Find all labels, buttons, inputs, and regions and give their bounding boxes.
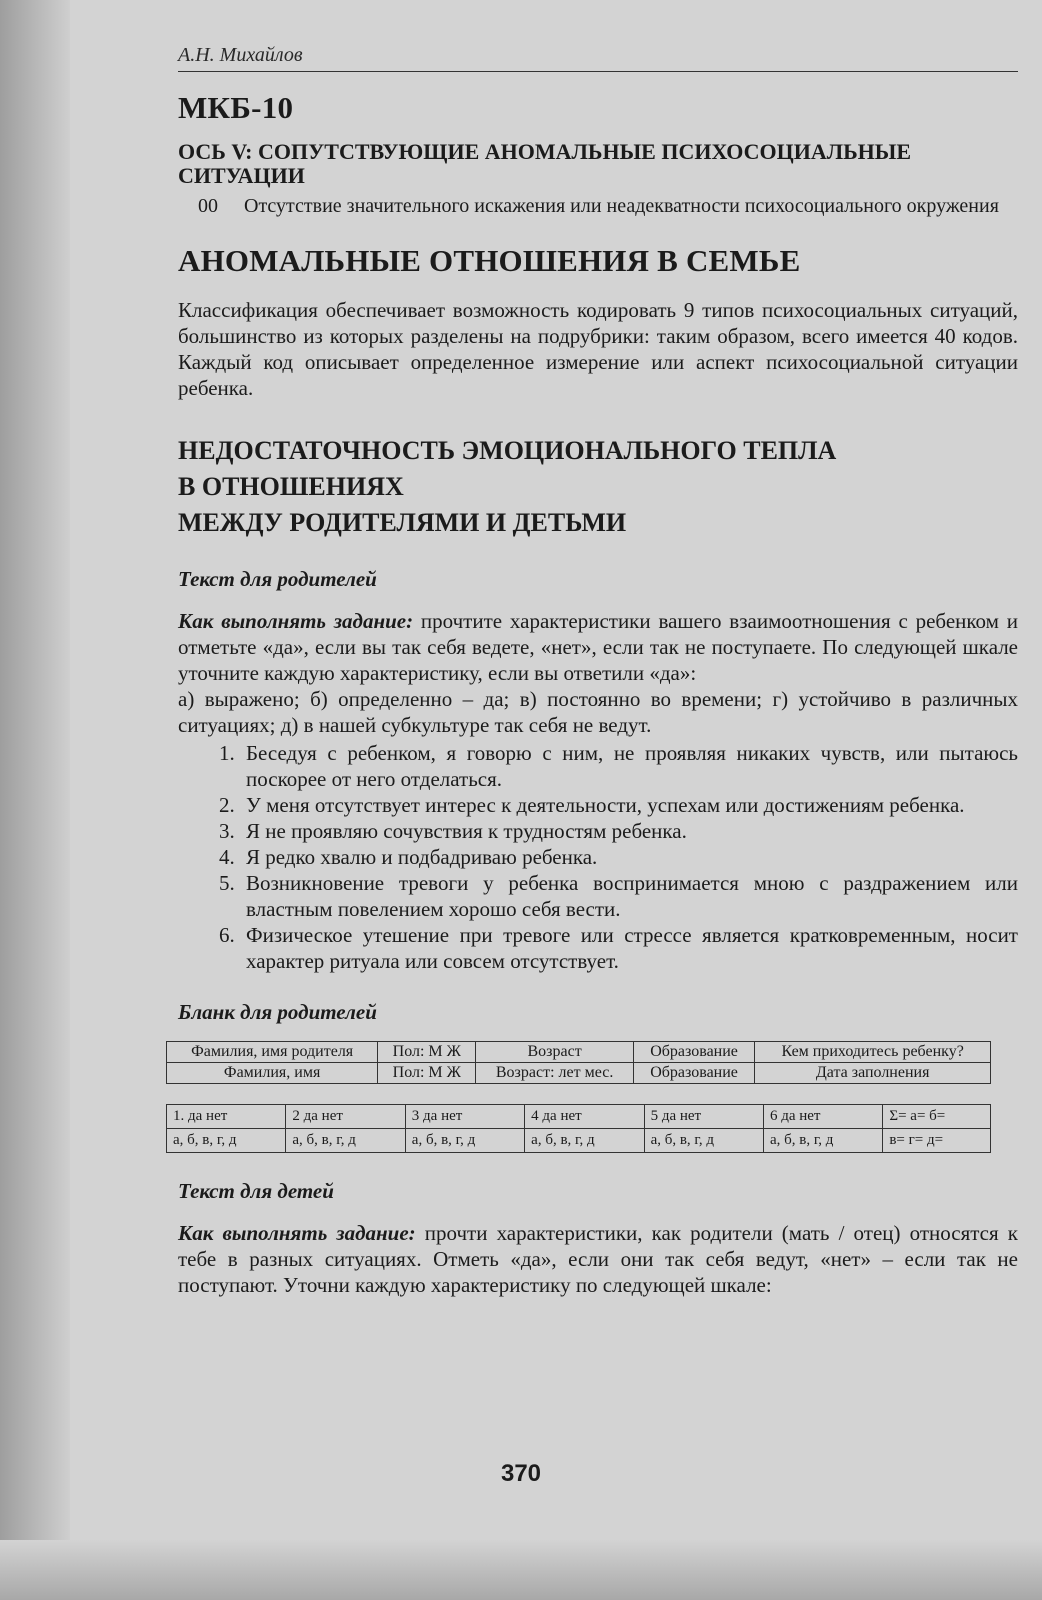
parent-form-header (166, 1041, 991, 1084)
table-cell: а, б, в, г, д (167, 1129, 286, 1153)
list-item: 2. У меня отсутствует интерес к деятельности, успехам или достижениям ребенка. (240, 792, 1018, 818)
code-number: 00 (198, 195, 218, 217)
table-row (167, 1105, 991, 1129)
page-shadow-bottom (0, 1540, 1042, 1600)
running-head: А.Н. Михайлов (178, 44, 1018, 72)
table-cell: Дата заполнения (755, 1063, 991, 1084)
table-cell: 2 да нет (286, 1105, 405, 1129)
blank-title: Бланк для родителей (178, 1000, 377, 1024)
children-text-title: Текст для детей (178, 1179, 334, 1203)
list-item: 5. Возникновение тревоги у ребенка воспринимается мною с раздражением или властным повелением хорошо себя вести. (240, 870, 1018, 922)
subsection-title-line: В ОТНОШЕНИЯХ (178, 472, 404, 501)
code-description: Отсутствие значительного искажения или неадекватности психосоциального окружения (244, 195, 999, 217)
table-cell: Возраст (476, 1042, 633, 1063)
answer-grid (166, 1104, 991, 1153)
table-cell: 3 да нет (405, 1105, 524, 1129)
page-number: 370 (500, 1460, 542, 1487)
table-row (167, 1129, 991, 1153)
section-title: АНОМАЛЬНЫЕ ОТНОШЕНИЯ В СЕМЬЕ (178, 243, 801, 278)
list-item: 3. Я не проявляю сочувствия к трудностям ребенка. (240, 818, 1018, 844)
table-cell: Пол: М Ж (378, 1042, 476, 1063)
table-cell: Образование (633, 1042, 755, 1063)
table-cell: а, б, в, г, д (525, 1129, 644, 1153)
table-cell: Фамилия, имя родителя (167, 1042, 378, 1063)
instruction-body: прочти характеристики, как родители (мать / отец) относятся к тебе в разных ситуациях. Отметь «да», если они так себя ведут, «нет» – если так не поступают. Уточни каждую характеристику по следующей шкале: (178, 1221, 1018, 1297)
axis-title: ОСЬ V: СОПУТСТВУЮЩИЕ АНОМАЛЬНЫЕ ПСИХОСОЦИАЛЬНЫЕ СИТУАЦИИ (178, 139, 912, 188)
intro-paragraph: Классификация обеспечивает возможность кодировать 9 типов психосоциальных ситуаций, большинство из которых разделены на подрубрики: таким образом, всего имеется 40 кодов. Каждый код описывает определенное измерение или аспект психосоциальной ситуации ребенка. (178, 298, 1018, 400)
table-cell: а, б, в, г, д (763, 1129, 882, 1153)
parents-instruction (178, 608, 1018, 686)
table-cell: а, б, в, г, д (644, 1129, 763, 1153)
subsection-title (178, 433, 1018, 541)
parents-text-title: Текст для родителей (178, 567, 377, 591)
table-row (167, 1042, 991, 1063)
list-item: 6. Физическое утешение при тревоге или стрессе является кратковременным, носит характер ритуала или совсем отсутствует. (240, 922, 1018, 974)
table-cell: Σ= а= б= (883, 1105, 991, 1129)
table-cell: 6 да нет (763, 1105, 882, 1129)
instruction-body: прочтите характеристики вашего взаимоотношения с ребенком и отметьте «да», если вы так себя ведете, «нет», если так не поступаете. По следующей шкале уточните каждую характеристику, если вы ответили «да»: (178, 609, 1018, 685)
table-cell: Образование (633, 1063, 755, 1084)
table-cell: Пол: М Ж (378, 1063, 476, 1084)
page-content (173, 44, 1018, 1298)
table-cell: а, б, в, г, д (286, 1129, 405, 1153)
children-instruction (178, 1220, 1018, 1298)
list-item: 1. Беседуя с ребенком, я говорю с ним, не проявляя никаких чувств, или пытаюсь поскорее от него отделаться. (240, 740, 1018, 792)
table-cell: в= г= д= (883, 1129, 991, 1153)
instruction-lead: Как выполнять задание: (178, 1221, 416, 1245)
table-row (167, 1063, 991, 1084)
list-item: 4. Я редко хвалю и подбадриваю ребенка. (240, 844, 1018, 870)
subsection-title-line: МЕЖДУ РОДИТЕЛЯМИ И ДЕТЬМИ (178, 508, 627, 537)
table-cell: а, б, в, г, д (405, 1129, 524, 1153)
code-entry (178, 194, 1018, 219)
table-cell: 1. да нет (167, 1105, 286, 1129)
instruction-lead: Как выполнять задание: (178, 609, 414, 633)
subsection-title-line: НЕДОСТАТОЧНОСТЬ ЭМОЦИОНАЛЬНОГО ТЕПЛА (178, 436, 837, 465)
icd-title: МКБ-10 (178, 90, 294, 125)
scale-description: а) выражено; б) определенно – да; в) постоянно во времени; г) устойчиво в различных ситуациях; д) в нашей субкультуре так себя не ведут. (178, 687, 1018, 737)
table-cell: Кем приходитесь ребенку? (755, 1042, 991, 1063)
table-cell: 5 да нет (644, 1105, 763, 1129)
table-cell: Возраст: лет мес. (476, 1063, 633, 1084)
table-cell: 4 да нет (525, 1105, 644, 1129)
items-list (178, 740, 1018, 974)
table-cell: Фамилия, имя (167, 1063, 378, 1084)
page-shadow-left (0, 0, 70, 1600)
